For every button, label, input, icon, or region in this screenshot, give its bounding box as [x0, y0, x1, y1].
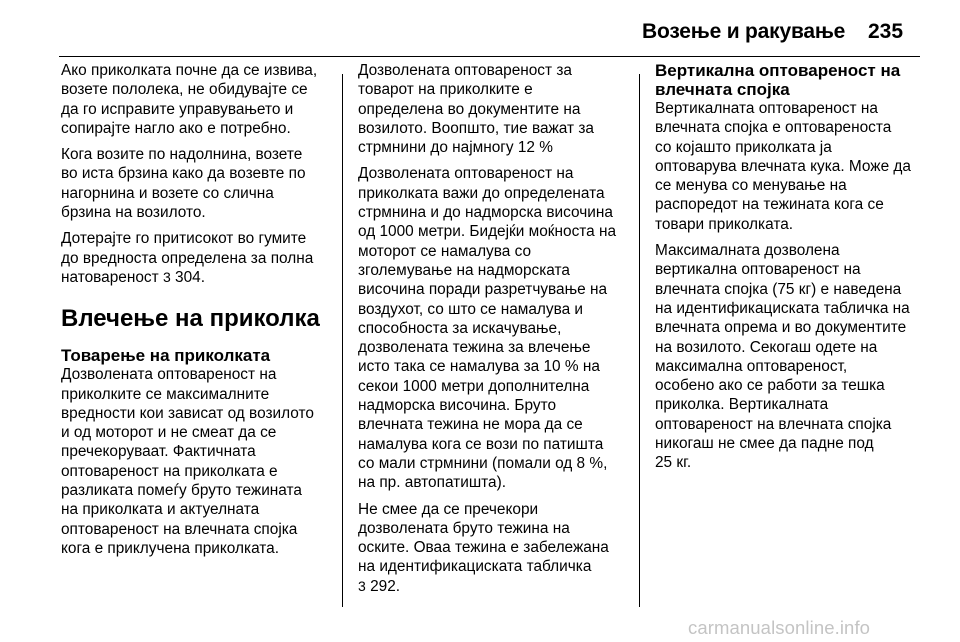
page-reference[interactable]: 292. [370, 577, 401, 595]
column-divider-1 [342, 74, 343, 607]
page-reference-icon: 3 [358, 577, 366, 594]
page-reference-icon: 3 [162, 268, 171, 285]
paragraph-max-vertical-load: Максималната дозволена вертикална оптовареност на влечната спојка (75 кг) е наведена на идентификациската табличка на влечната опрема и во документите на возилото. Секогаш одете на максимална оптовареност, особено ако се работи за тешка приколка. Вертикалната оптовареност на влечната спојка никогаш не смее да падне под 25 кг. [655, 242, 910, 472]
column-1 [61, 61, 331, 565]
page-reference[interactable]: 304. [175, 268, 205, 286]
paragraph-altitude: Дозволената оптовареност на приколката важи до определената стрмнина и до надморска височина од 1000 метри. Бидејќи моќноста на моторот се намалува со зголемување на надморската височина поради разретчување на воздухот, со што се намалува и способноста за искачување, дозволената тежина за влечење исто така се намалува за 10 % на секои 1000 метри дополнителна надморска височина. Бруто влечната тежина не мора да се намалува кога се вози по патишта со мали стрмнини (помали од 8 %, на пр. автопатишта). [358, 165, 617, 492]
section-heading: Влечење на приколка [61, 305, 320, 333]
paragraph-downhill: Кога возите по надолнина, возете во иста брзина како да возевте по нагорнина и возете со слична брзина на возилото. [61, 146, 306, 222]
subsection-heading-vertical-load: Вертикална оптовареност на влечната спојка [655, 61, 901, 99]
paragraph-axle-weight: Не смее да се пречекори дозволената бруто тежина на оските. Оваа тежина е забележана на идентификациската табличка 3 292. [358, 500, 609, 595]
watermark: carmanualsonline.info [688, 617, 871, 638]
paragraph-trailer-load-documents: Дозволената оптовареност за товарот на приколките е определена во документите на возилото. Воопшто, тие важат за стрмнини до најмногу 12 % [358, 62, 594, 157]
column-3 [655, 61, 925, 480]
paragraph-vertical-load-definition: Вертикалната оптовареност на влечната спојка е оптовареноста со којашто приколката ја оптоварува влечната кука. Може да се менува со менување на распоредот на тежината кога се товари приколката. [655, 100, 911, 233]
subsection-heading-loading: Товарење на приколката [61, 346, 271, 366]
page-number: 235 [868, 20, 904, 43]
page-header-title: Возење и ракување [642, 20, 846, 43]
column-divider-2 [639, 74, 640, 607]
paragraph-permitted-loads: Дозволената оптовареност на приколките се максималните вредности кои зависат од возилото и од моторот и не смеат да се пречекоруваат. Фактичната оптовареност на приколката е разликата помеѓу бруто тежината на приколката и актуелната оптовареност на влечната спојка кога е приклучена приколката. [61, 366, 314, 557]
column-2 [358, 61, 628, 603]
paragraph-tyre-pressure: Дотерајте го притисокот во гумите до вредноста определена за полна натовареност 3 304. [61, 230, 314, 286]
header-rule [59, 56, 920, 57]
paragraph-swaying: Ако приколката почне да се извива, возете пололека, не обидувајте се да го исправите управувањето и сопирајте нагло ако е потребно. [61, 62, 318, 137]
